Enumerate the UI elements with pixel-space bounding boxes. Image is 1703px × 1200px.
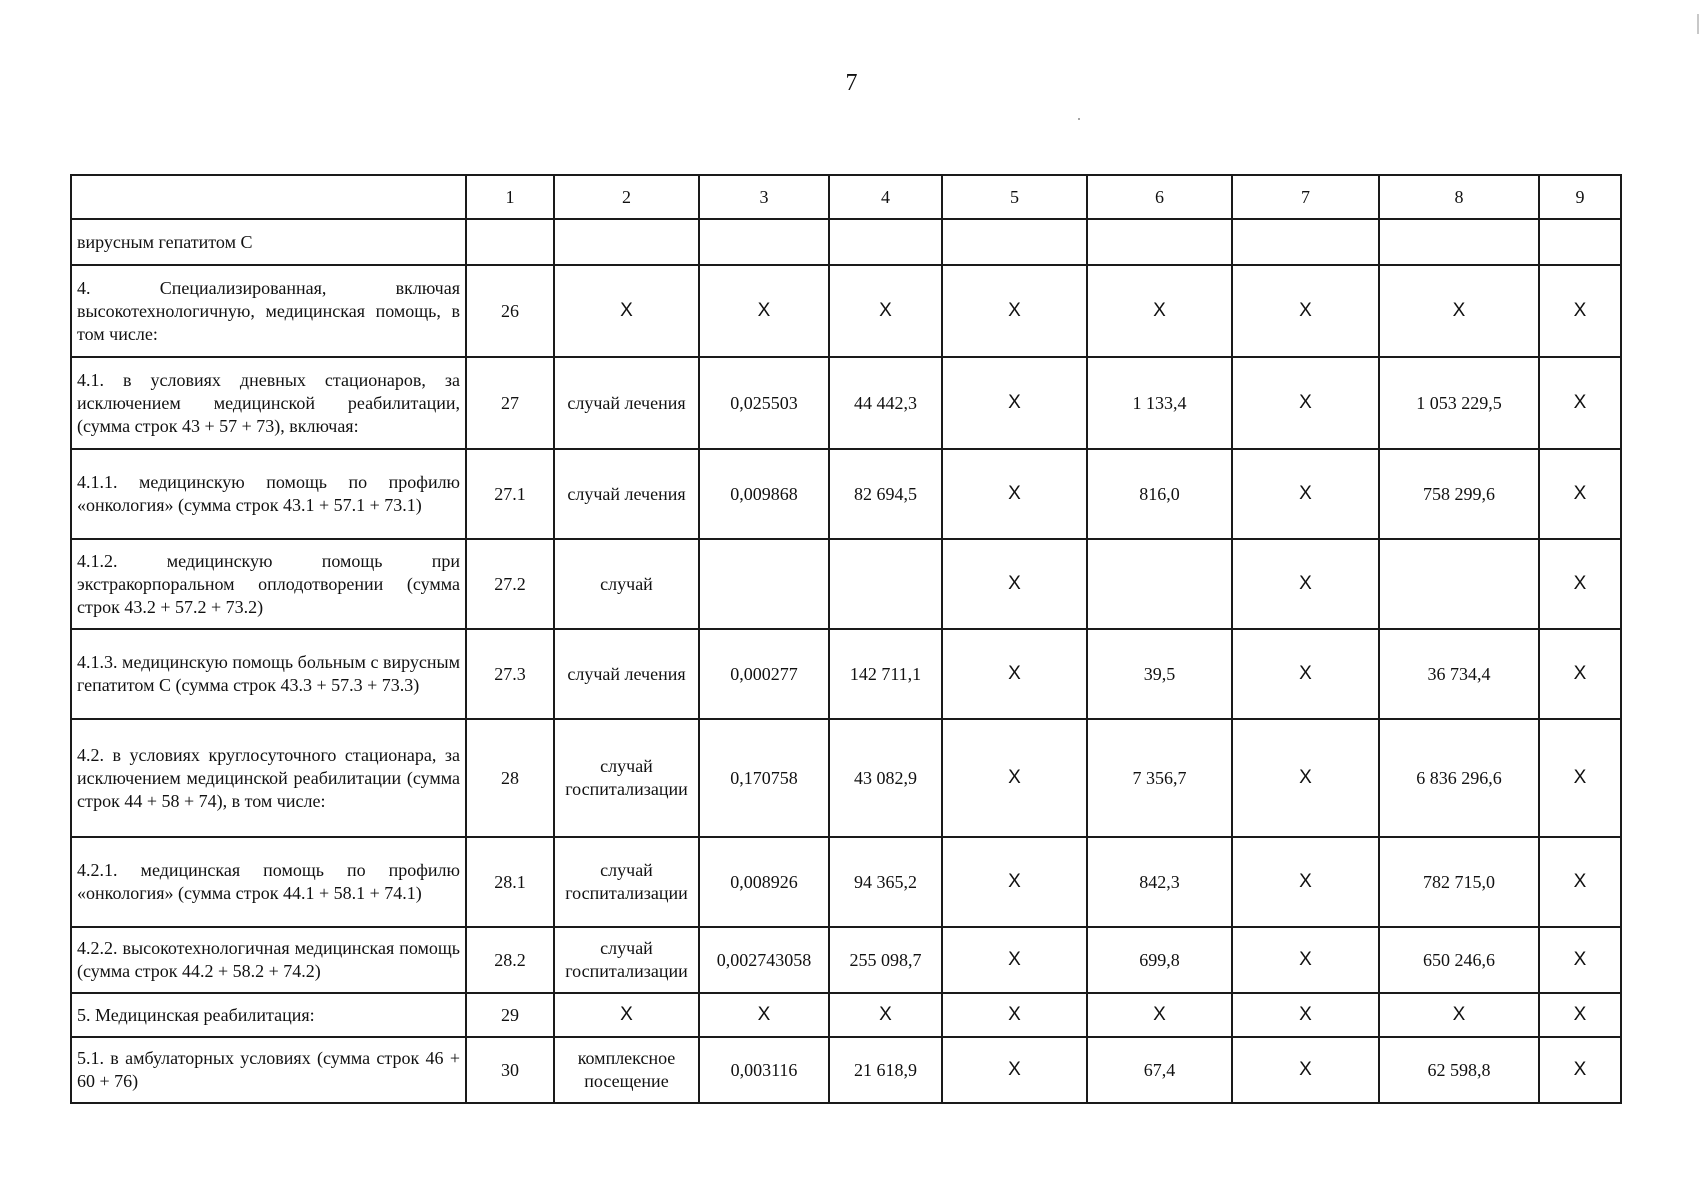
value-cell: Х — [1232, 1037, 1379, 1103]
value-cell: 7 356,7 — [1087, 719, 1232, 837]
table-row — [71, 927, 1621, 993]
row-label: 4.1. в условиях дневных стационаров, за исключением медицинской реабилитации, (сумма строк 43 + 57 + 73), включая: — [71, 357, 466, 449]
line-code: 28.1 — [466, 837, 554, 927]
value-cell: 94 365,2 — [829, 837, 942, 927]
line-code: 26 — [466, 265, 554, 357]
value-cell: 67,4 — [1087, 1037, 1232, 1103]
column-header: 7 — [1232, 175, 1379, 219]
value-cell: Х — [1232, 993, 1379, 1037]
value-cell: Х — [1539, 993, 1621, 1037]
table-row — [71, 993, 1621, 1037]
value-cell — [699, 219, 829, 265]
value-cell — [1087, 219, 1232, 265]
value-cell: 758 299,6 — [1379, 449, 1539, 539]
value-cell: Х — [1232, 719, 1379, 837]
scan-speck — [1078, 118, 1080, 120]
value-cell: 0,000277 — [699, 629, 829, 719]
column-header — [71, 175, 466, 219]
value-cell: Х — [1539, 927, 1621, 993]
value-cell: 142 711,1 — [829, 629, 942, 719]
value-cell: Х — [1539, 1037, 1621, 1103]
unit-cell: случай — [554, 539, 699, 629]
value-cell — [699, 539, 829, 629]
value-cell: 1 133,4 — [1087, 357, 1232, 449]
value-cell: 0,008926 — [699, 837, 829, 927]
unit-cell: Х — [554, 265, 699, 357]
value-cell: Х — [1379, 265, 1539, 357]
line-code: 27 — [466, 357, 554, 449]
column-header: 1 — [466, 175, 554, 219]
line-code: 29 — [466, 993, 554, 1037]
table-row — [71, 539, 1621, 629]
row-label: 4.2.1. медицинская помощь по профилю «онкология» (сумма строк 44.1 + 58.1 + 74.1) — [71, 837, 466, 927]
value-cell: Х — [942, 629, 1087, 719]
unit-cell: случай лечения — [554, 357, 699, 449]
value-cell: Х — [942, 1037, 1087, 1103]
value-cell: 842,3 — [1087, 837, 1232, 927]
value-cell: 1 053 229,5 — [1379, 357, 1539, 449]
unit-cell: случай лечения — [554, 629, 699, 719]
table-row — [71, 449, 1621, 539]
value-cell: 255 098,7 — [829, 927, 942, 993]
value-cell: Х — [942, 265, 1087, 357]
value-cell: 36 734,4 — [1379, 629, 1539, 719]
unit-cell — [554, 219, 699, 265]
value-cell — [829, 219, 942, 265]
column-header: 6 — [1087, 175, 1232, 219]
value-cell: Х — [942, 539, 1087, 629]
value-cell: Х — [829, 993, 942, 1037]
value-cell: Х — [1539, 449, 1621, 539]
value-cell: Х — [1539, 629, 1621, 719]
line-code: 27.1 — [466, 449, 554, 539]
row-label: 4.2. в условиях круглосуточного стационара, за исключением медицинской реабилитации (сумма строк 44 + 58 + 74), в том числе: — [71, 719, 466, 837]
table-row — [71, 629, 1621, 719]
column-header: 2 — [554, 175, 699, 219]
value-cell: 6 836 296,6 — [1379, 719, 1539, 837]
unit-cell: комплексное посещение — [554, 1037, 699, 1103]
value-cell: Х — [1232, 357, 1379, 449]
value-cell: Х — [942, 927, 1087, 993]
line-code: 28 — [466, 719, 554, 837]
value-cell: Х — [942, 993, 1087, 1037]
value-cell: Х — [1539, 539, 1621, 629]
value-cell: 21 618,9 — [829, 1037, 942, 1103]
table-row — [71, 1037, 1621, 1103]
value-cell — [1379, 539, 1539, 629]
value-cell: Х — [1232, 449, 1379, 539]
value-cell: Х — [1539, 837, 1621, 927]
value-cell — [1379, 219, 1539, 265]
unit-cell: случай лечения — [554, 449, 699, 539]
scan-edge-mark — [1697, 14, 1699, 34]
value-cell: Х — [1087, 265, 1232, 357]
page-number: 7 — [845, 70, 858, 96]
value-cell — [1539, 219, 1621, 265]
value-cell: 0,003116 — [699, 1037, 829, 1103]
table-row — [71, 837, 1621, 927]
value-cell: 44 442,3 — [829, 357, 942, 449]
row-label: 4.2.2. высокотехнологичная медицинская помощь (сумма строк 44.2 + 58.2 + 74.2) — [71, 927, 466, 993]
column-header: 9 — [1539, 175, 1621, 219]
value-cell: 43 082,9 — [829, 719, 942, 837]
column-header: 5 — [942, 175, 1087, 219]
column-header: 8 — [1379, 175, 1539, 219]
value-cell: Х — [1232, 629, 1379, 719]
value-cell: 0,009868 — [699, 449, 829, 539]
line-code: 30 — [466, 1037, 554, 1103]
value-cell — [829, 539, 942, 629]
value-cell: Х — [942, 357, 1087, 449]
table-row — [71, 719, 1621, 837]
row-label: 5. Медицинская реабилитация: — [71, 993, 466, 1037]
value-cell: 782 715,0 — [1379, 837, 1539, 927]
unit-cell: Х — [554, 993, 699, 1037]
table-row — [71, 357, 1621, 449]
value-cell: 699,8 — [1087, 927, 1232, 993]
row-label: 4.1.2. медицинскую помощь при экстракорпоральном оплодотворении (сумма строк 43.2 + 57.2 + 73.2) — [71, 539, 466, 629]
row-label: 4. Специализированная, включая высокотехнологичную, медицинская помощь, в том числе: — [71, 265, 466, 357]
value-cell: Х — [699, 993, 829, 1037]
value-cell: 82 694,5 — [829, 449, 942, 539]
value-cell: Х — [942, 719, 1087, 837]
row-label: 4.1.1. медицинскую помощь по профилю «онкология» (сумма строк 43.1 + 57.1 + 73.1) — [71, 449, 466, 539]
value-cell: Х — [1379, 993, 1539, 1037]
unit-cell: случай госпитализации — [554, 719, 699, 837]
value-cell: 62 598,8 — [1379, 1037, 1539, 1103]
row-label: 5.1. в амбулаторных условиях (сумма строк 46 + 60 + 76) — [71, 1037, 466, 1103]
value-cell: 650 246,6 — [1379, 927, 1539, 993]
line-code: 27.2 — [466, 539, 554, 629]
value-cell: Х — [1087, 993, 1232, 1037]
value-cell — [1087, 539, 1232, 629]
value-cell: Х — [1232, 539, 1379, 629]
value-cell: 39,5 — [1087, 629, 1232, 719]
value-cell: 0,002743058 — [699, 927, 829, 993]
value-cell: Х — [1539, 357, 1621, 449]
value-cell: Х — [1232, 265, 1379, 357]
value-cell: Х — [1539, 719, 1621, 837]
column-header: 3 — [699, 175, 829, 219]
value-cell: Х — [1232, 837, 1379, 927]
value-cell: Х — [942, 837, 1087, 927]
row-label: 4.1.3. медицинскую помощь больным с вирусным гепатитом С (сумма строк 43.3 + 57.3 + 73.3) — [71, 629, 466, 719]
value-cell: 0,025503 — [699, 357, 829, 449]
column-number-row — [71, 175, 1621, 219]
column-header: 4 — [829, 175, 942, 219]
line-code: 27.3 — [466, 629, 554, 719]
value-cell — [1232, 219, 1379, 265]
value-cell: Х — [829, 265, 942, 357]
value-cell: 0,170758 — [699, 719, 829, 837]
line-code: 28.2 — [466, 927, 554, 993]
line-code — [466, 219, 554, 265]
value-cell: Х — [942, 449, 1087, 539]
value-cell: Х — [1232, 927, 1379, 993]
value-cell: 816,0 — [1087, 449, 1232, 539]
value-cell: Х — [1539, 265, 1621, 357]
value-cell: Х — [699, 265, 829, 357]
table-row — [71, 219, 1621, 265]
row-label: вирусным гепатитом С — [71, 219, 466, 265]
unit-cell: случай госпитализации — [554, 837, 699, 927]
value-cell — [942, 219, 1087, 265]
unit-cell: случай госпитализации — [554, 927, 699, 993]
table-row — [71, 265, 1621, 357]
financial-standards-table — [70, 174, 1622, 1104]
